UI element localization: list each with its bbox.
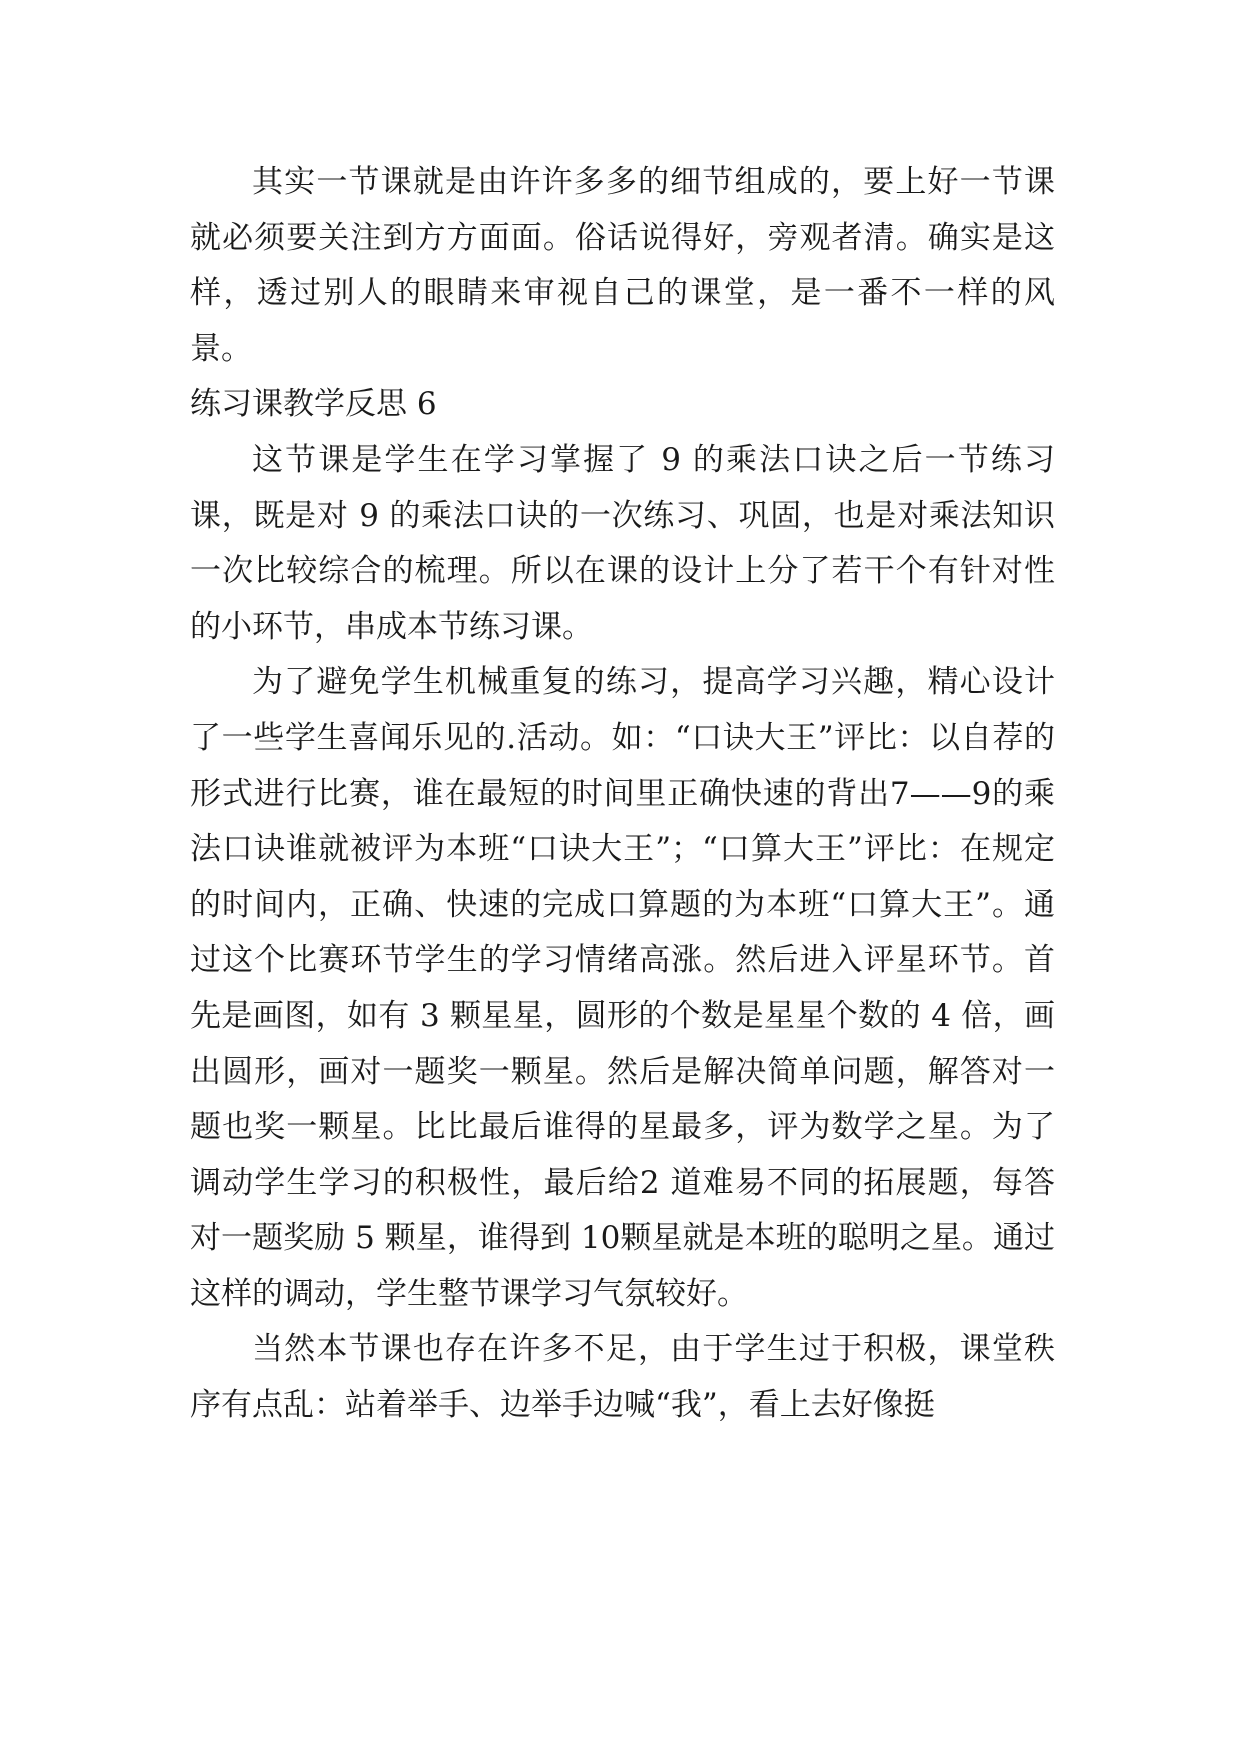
document-page xyxy=(190,155,1055,1434)
paragraph-1: 这节课是学生在学习掌握了 9 的乘法口诀之后一节练习课，既是对 9 的乘法口诀的一次练习、巩固，也是对乘法知识一次比较综合的梳理。所以在课的设计上分了若干个有针对性的小环节，串成本节练习课。 xyxy=(190,441,1055,645)
paragraph-2: 为了避免学生机械重复的练习，提高学习兴趣，精心设计了一些学生喜闻乐见的.活动。如：“口诀大王”评比：以自荐的形式进行比赛，谁在最短的时间里正确快速的背出7——9的乘法口诀谁就被评为本班“口诀大王”；“口算大王”评比：在规定的时间内，正确、快速的完成口算题的为本班“口算大王”。通过这个比赛环节学生的学习情绪高涨。然后进入评星环节。首先是画图，如有 3 颗星星，圆形的个数是星星个数的 4 倍，画出圆形，画对一题奖一颗星。然后是解决简单问题，解答对一题也奖一颗星。比比最后谁得的星最多，评为数学之星。为了调动学生学习的积极性，最后给2 道难易不同的拓展题，每答对一题奖励 5 颗星，谁得到 10颗星就是本班的聪明之星。通过这样的调动，学生整节课学习气氛较好。 xyxy=(190,664,1055,1312)
section-title: 练习课教学反思 6 xyxy=(190,386,437,423)
paragraph-3: 当然本节课也存在许多不足，由于学生过于积极，课堂秩序有点乱：站着举手、边举手边喊“我”，看上去好像挺 xyxy=(190,1331,1055,1424)
paragraph-intro: 其实一节课就是由许许多多的细节组成的，要上好一节课就必须要关注到方方面面。俗话说得好，旁观者清。确实是这样，透过别人的眼睛来审视自己的课堂，是一番不一样的风景。 xyxy=(190,164,1055,367)
